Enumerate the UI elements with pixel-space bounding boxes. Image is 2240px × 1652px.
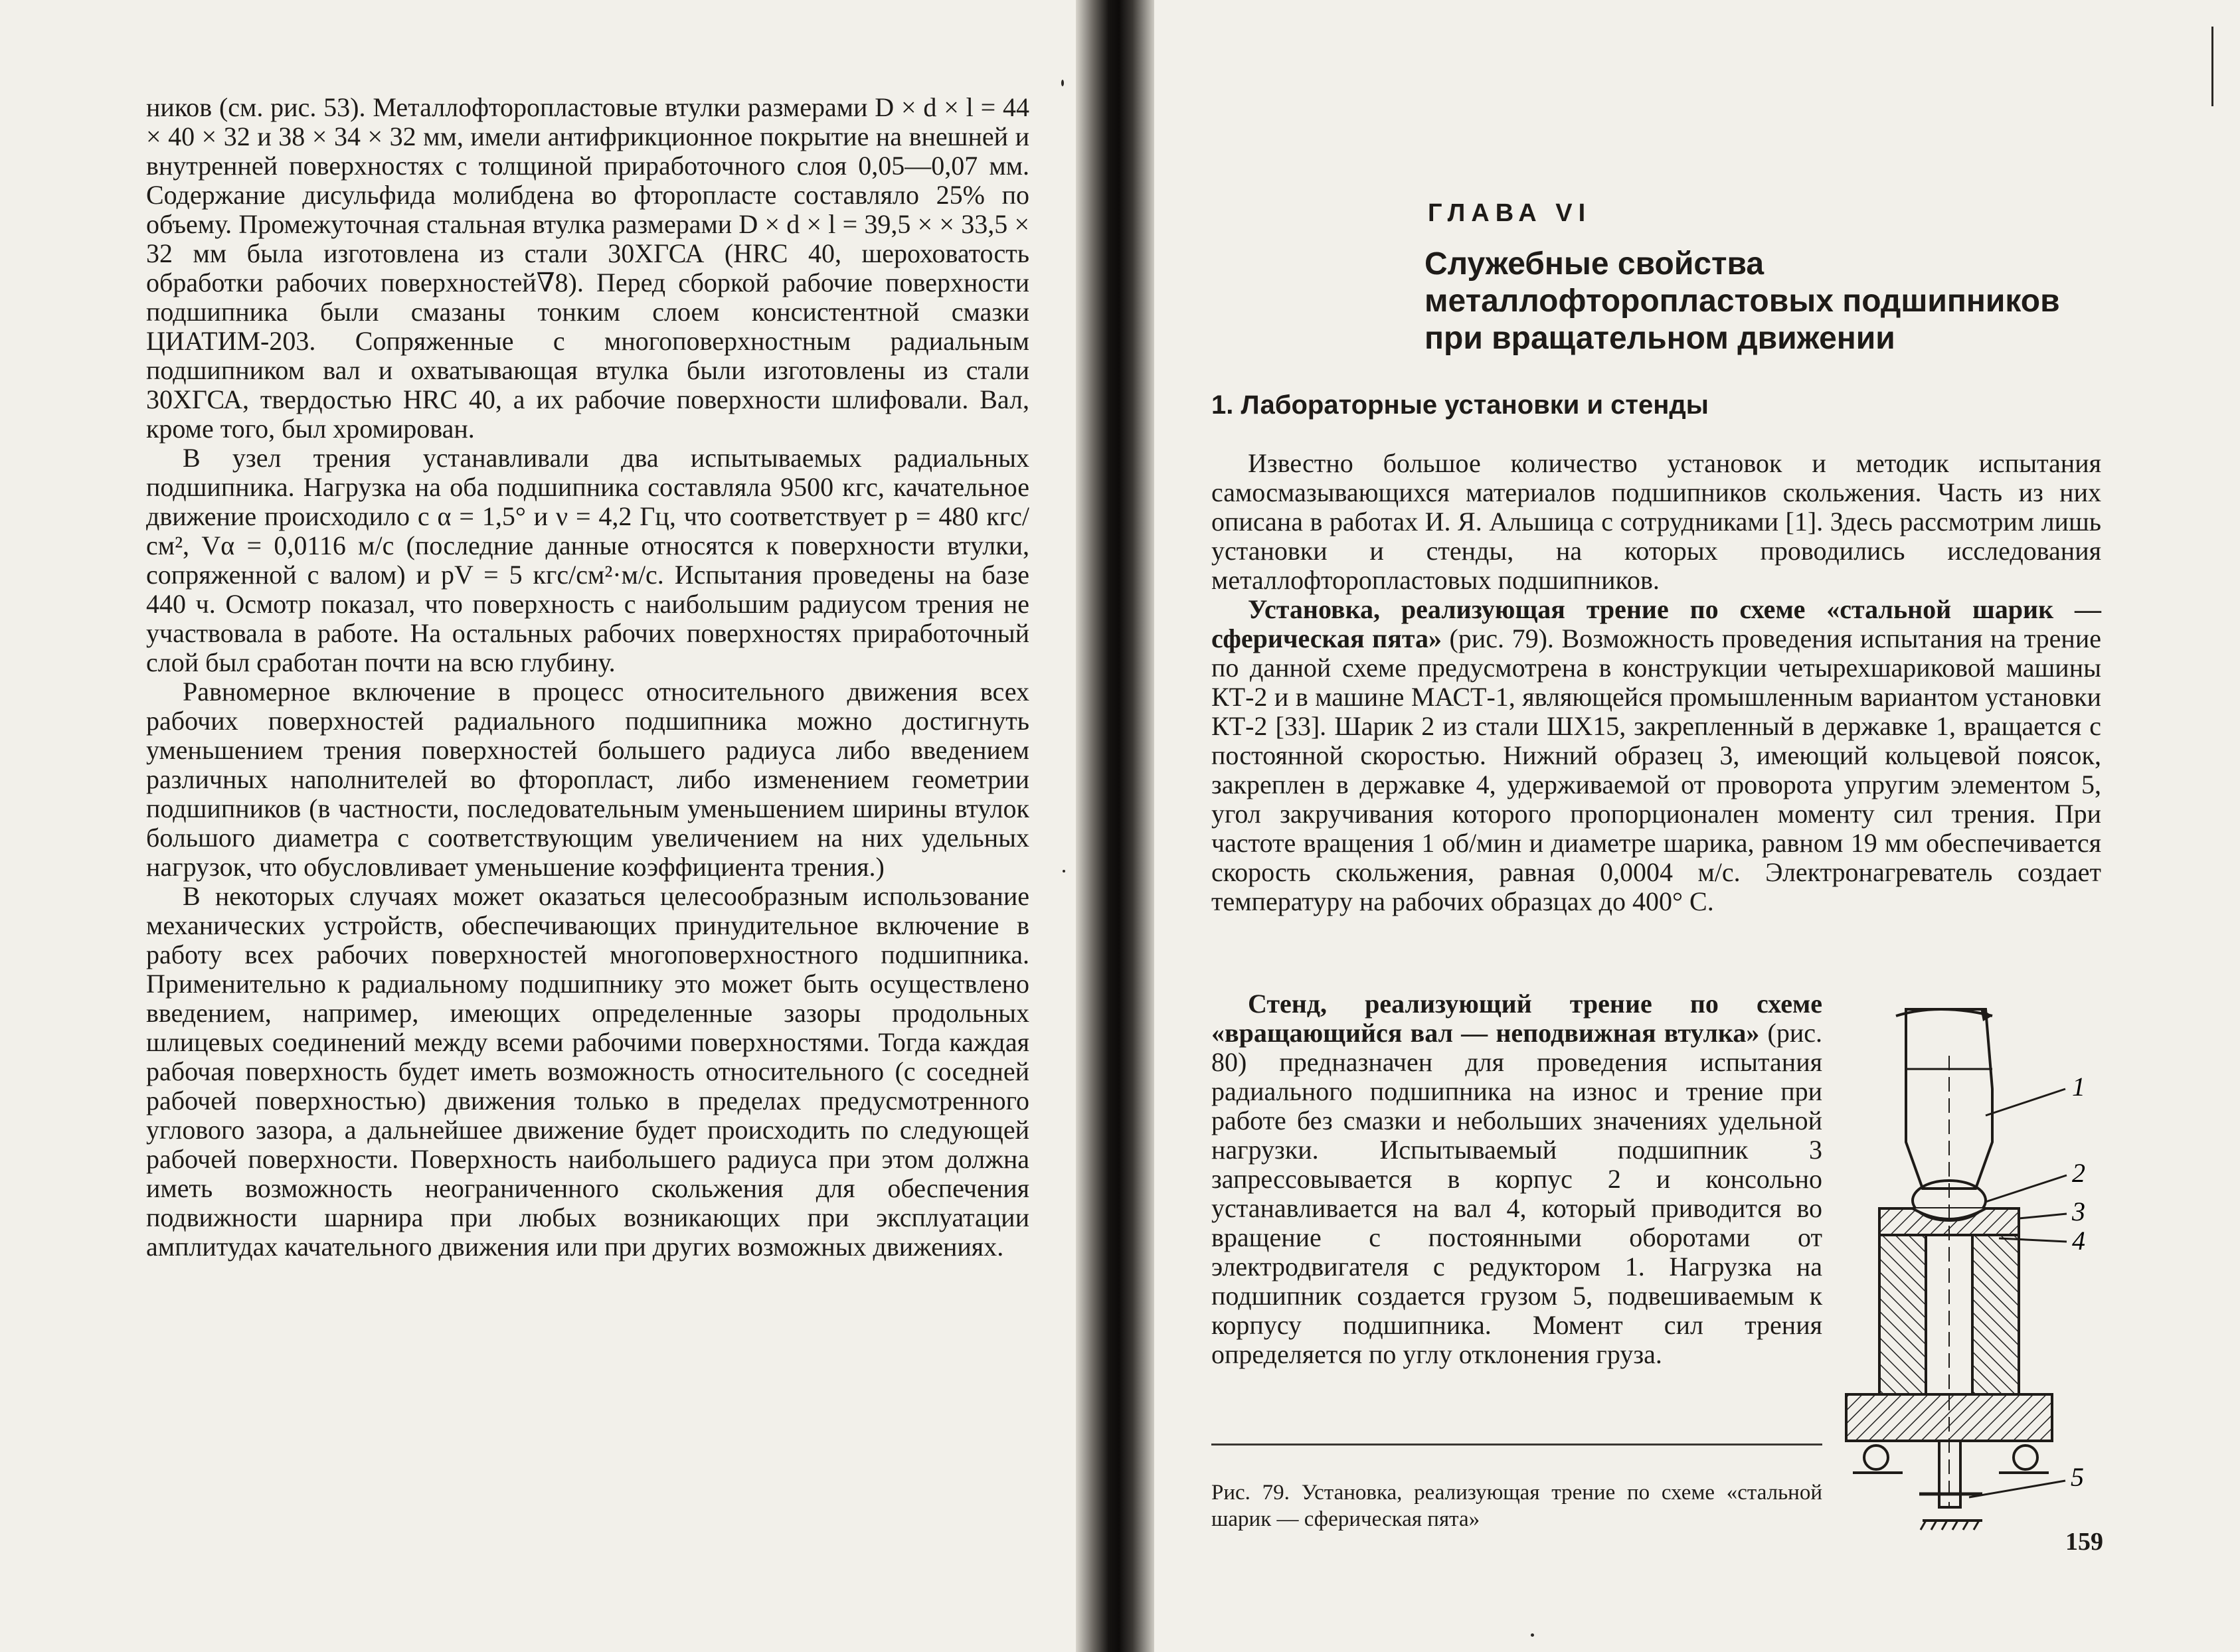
left-paragraph-2: В узел трения устанавливали два испытываемых радиальных подшипника. Нагрузка на оба подшипника составляла 9500 кгс, качательное движение происходило с α = 1,5° и ν = 4,2 Гц, что соответствует p = 480 кгс/см², Vα = 0,0116 м/с (последние данные относятся к поверхности втулки, сопряженной с валом) и pV = 5 кгс/см²·м/с. Испытания проведены на базе 440 ч. Осмотр показал, что поверхность с наибольшим радиусом трения не участвовала в работе. На остальных рабочих поверхностях приработочный слой был сработан почти на всю глубину.	[146, 443, 1029, 677]
figure-label-3: 3	[2072, 1197, 2085, 1226]
left-text-column	[146, 93, 1029, 1262]
bearing-ball	[2014, 1446, 2037, 1469]
right-paragraph-2	[1211, 595, 2101, 916]
para2-text: (рис. 79). Возможность проведения испытания на трение по данной схеме предусмотрена в конструкции четырехшариковой машины КТ-2 и в машине МАСТ-1, являющейся промышленным вариантом установки КТ-2 [33]. Шарик 2 из стали ШХ15, закрепленный в державке 1, вращается с постоянной скоростью. Нижний образец 3, имеющий кольцевой поясок, закреплен в державке 4, удерживаемой от проворота упругим элементом 5, угол закручивания которого пропорционален моменту сил трения. При частоте вращения 1 об/мин и диаметре шарика, равном 19 мм обеспечивается скорость скольжения, равная 0,0004 м/с. Электронагреватель создает температуру на рабочих образцах до 400° С.	[1211, 623, 2101, 916]
section-heading: 1. Лабораторные установки и стенды	[1211, 390, 1709, 420]
chapter-title-line: при вращательном движении	[1424, 321, 1895, 356]
para2-bold-lead: Установка, реализующая трение по схеме «стальной шарик — сферическая пята»	[1211, 594, 2101, 653]
right-text-column-wrapped	[1211, 989, 1822, 1369]
right-text-column	[1211, 449, 2101, 916]
caption-rule	[1211, 1444, 1822, 1446]
bearing-ball	[1864, 1446, 1888, 1469]
figure-label-4: 4	[2072, 1226, 2085, 1256]
para3-text: (рис. 80) предназначен для проведения испытания радиального подшипника на износ и трение при работе без смазки и небольших значениях удельной нагрузки. Испытываемый подшипник 3 запрессовывается в корпус 2 и консольно устанавливается на вал 4, который приводится во вращение с постоянными оборотами от электродвигателя с редуктором 1. Нагрузка на подшипник создается грузом 5, подвешиваемым к корпусу подшипника. Момент сил трения определяется по углу отклонения груза.	[1211, 1018, 1822, 1369]
holder-4-left	[1879, 1235, 1926, 1394]
scan-speck	[1061, 80, 1064, 86]
chapter-title	[1424, 246, 2089, 357]
right-intro-paragraph: Известно большое количество установок и методик испытания самосмазывающихся материалов подшипников скольжения. Часть из них описана в работах И. Я. Альшица с сотрудниками [1]. Здесь рассмотрим лишь установки и стенды, на которых проводились исследования металлофторопластовых подшипников.	[1211, 448, 2101, 595]
left-paragraph-3: Равномерное включение в процесс относительного движения всех рабочих поверхностей радиального подшипника можно достигнуть уменьшением трения поверхностей большего радиуса либо введением различных наполнителей во фторопласт, либо изменением геометрии подшипников (в частности, последовательным уменьшением ширины втулок большого диаметра с соответствующим увеличением на них удельных нагрузок, что обусловливает уменьшение коэффициента трения.)	[146, 677, 1029, 882]
scan-speck	[1531, 1633, 1534, 1637]
chapter-title-line: Служебные свойства	[1424, 246, 1765, 282]
flange	[1846, 1394, 2052, 1441]
page-number: 159	[2065, 1528, 2103, 1556]
chapter-title-line: металлофторопластовых подшипников	[1424, 284, 2060, 319]
para3-bold-lead: Стенд, реализующий трение по схеме «вращающийся вал — неподвижная втулка»	[1211, 989, 1822, 1048]
left-page	[0, 0, 1076, 1652]
right-paragraph-3	[1211, 989, 1822, 1369]
figure-label-1: 1	[2072, 1072, 2085, 1102]
book-gutter	[1076, 0, 1154, 1652]
scan-speck	[1063, 870, 1065, 872]
figure-caption: Рис. 79. Установка, реализующая трение по схеме «стальной шарик — сферическая пята»	[1211, 1481, 1822, 1531]
chapter-label: ГЛАВА VI	[1428, 199, 1592, 227]
figure-79-diagram	[1833, 989, 2099, 1540]
left-paragraph-1: ников (см. рис. 53). Металлофторопластовые втулки размерами D × d × l = 44 × 40 × 32 и 38 × 34 × 32 мм, имели антифрикционное покрытие на внешней и внутренней поверхностях с толщиной приработочного слоя 0,05—0,07 мм. Содержание дисульфида молибдена во фторопласте составляло 25% по объему. Промежуточная стальная втулка размерами D × d × l = 39,5 × × 33,5 × 32 мм была изготовлена из стали 30ХГСА (HRC 40, шероховатость обработки рабочих поверхностей∇8). Перед сборкой рабочие поверхности подшипника были смазаны тонким слоем консистентной смазки ЦИАТИМ-203. Сопряженные с многоповерхностным радиальным подшипником вал и охватывающая втулка были изготовлены из стали 30ХГСА, твердостью HRC 40, а их рабочие поверхности шлифовали. Вал, кроме того, был хромирован.	[146, 92, 1029, 444]
figure-label-2: 2	[2072, 1158, 2085, 1188]
left-paragraph-4: В некоторых случаях может оказаться целесообразным использование механических устройств, обеспечивающих принудительное включение в работу всех рабочих поверхностей многоповерхностного подшипника. Применительно к радиальному подшипнику это может быть осуществлено введением, например, имеющих определенные зазоры продольных шлицевых соединений между всеми рабочими поверхностями. Тогда каждая рабочая поверхность будет иметь возможность относительного (с соседней рабочей поверхностью) движения только в пределах предусмотренного углового зазора, а дальнейшее движение будет происходить по следующей рабочей поверхности. Поверхность наибольшего радиуса при этом должна иметь возможность неограниченного скольжения для обеспечения подвижности шарнира при любых возникающих при эксплуатации амплитудах качательного движения или при других возможных движениях.	[146, 881, 1029, 1262]
scan-edge-mark	[2211, 27, 2213, 106]
figure-label-5: 5	[2071, 1462, 2084, 1492]
holder-4-right	[1972, 1235, 2019, 1394]
